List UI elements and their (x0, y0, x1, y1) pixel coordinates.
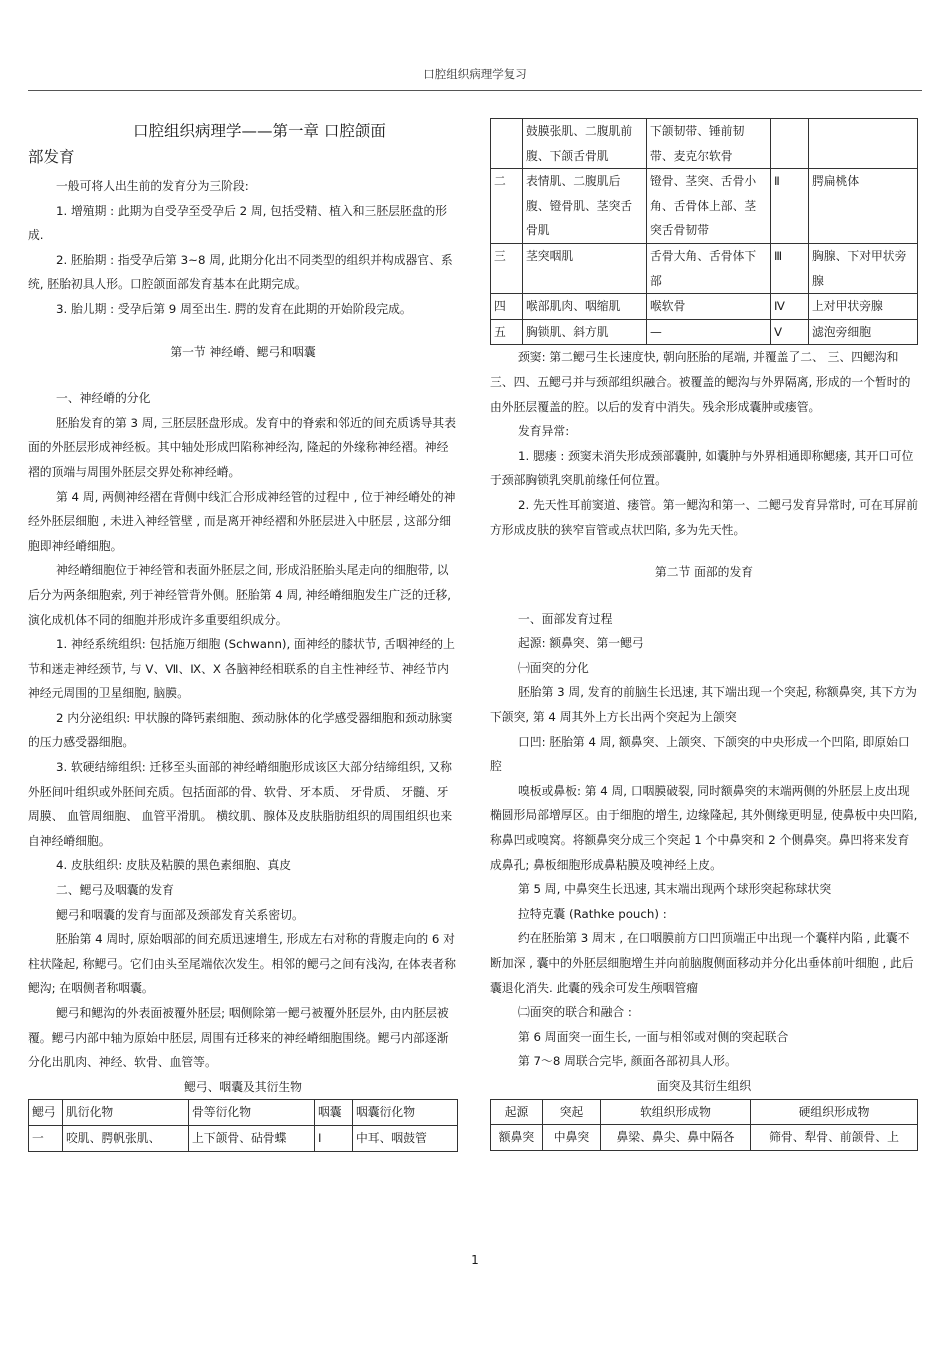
table-cell: 四 (491, 294, 523, 320)
table-row (491, 169, 918, 244)
body-paragraph: 口凹: 胚胎第 4 周, 额鼻突、上颌突、下颌突的中央形成一个凹陷, 即原始口腔 (490, 734, 910, 774)
table-header-row (491, 1099, 918, 1125)
table-cell: 腭扁桃体 (809, 169, 918, 244)
table-cell: 舌骨大角、舌骨体下部 (647, 243, 771, 293)
table-cell: Ⅳ (771, 294, 809, 320)
table-cell: V (771, 319, 809, 345)
body-paragraph: 1. 神经系统组织: 包括施万细胞 (Schwann), 面神经的膝状节, 舌咽神经的上节和迷走神经颈节, 与 V、Ⅶ、Ⅸ、X 各脑神经相联系的自主性神经节、神经节内神经元周围的卫星细胞, 脑膜。 (28, 637, 455, 701)
table-header-cell: 骨等衍化物 (189, 1100, 315, 1126)
table-cell: 胸腺、下对甲状旁腺 (809, 243, 918, 293)
table-cell: 茎突咽肌 (523, 243, 647, 293)
table-cell: 喉软骨 (647, 294, 771, 320)
branchial-arch-table (28, 1099, 458, 1151)
table-row (491, 1125, 918, 1151)
table-cell: 五 (491, 319, 523, 345)
body-paragraph: 神经嵴细胞位于神经管和表面外胚层之间, 形成沿胚胎头尾走向的细胞带, 以后分为两条细胞索, 列于神经管背外侧。胚胎第 4 周, 神经嵴细胞发生广泛的迁移, 演化成机体不同的细胞并形成许多重要组织成分。 (28, 563, 452, 627)
body-paragraph: 嗅板或鼻板: 第 4 周, 口咽膜破裂, 同时额鼻突的末端两侧的外胚层上皮出现椭圆形局部增厚区。由于细胞的增生, 边缘隆起, 其外侧缘更明显, 使鼻板中央凹陷, 称鼻凹或嗅窝。将额鼻突分成三个突起 1 个中鼻突和 2 个侧鼻突。鼻凹将来发育成鼻孔; 鼻板细胞形成鼻粘膜及嗅神经上皮。 (490, 783, 918, 872)
table-cell: 中鼻突 (543, 1125, 601, 1151)
table-cell (491, 119, 523, 169)
right-column (490, 118, 918, 1151)
table-header-cell: 软组织形成物 (601, 1099, 751, 1125)
body-paragraph: 鳃弓和咽囊的发育与面部及颈部发育关系密切。 (56, 907, 304, 922)
table-row (491, 294, 918, 320)
page-number: 1 (471, 1253, 479, 1267)
table-cell: 中耳、咽鼓管 (353, 1125, 458, 1151)
body-paragraph: 胚胎第 4 周时, 原始咽部的间充质迅速增生, 形成左右对称的背腹走向的 6 对柱状隆起, 称鳃弓。它们由头至尾端依次发生。相邻的鳃弓之间有浅沟, 在体表者称鳃沟; 在咽侧者称咽囊。 (28, 932, 456, 996)
table-cell: 筛骨、犁骨、前颌骨、上 (751, 1125, 918, 1151)
left-column (28, 118, 458, 1152)
body-paragraph: 第 4 周, 两侧神经褶在背侧中线汇合形成神经管的过程中 , 位于神经嵴处的神经外胚层细胞 , 未进入神经管壁 , 而是离开神经褶和外胚层进入中胚层 , 这部分细胞即神经嵴细胞。 (28, 489, 456, 553)
table-header-cell: 肌衍化物 (63, 1100, 189, 1126)
chapter-title (28, 118, 458, 170)
table-header-cell: 咽囊 (315, 1100, 353, 1126)
table-caption: 面突及其衍生组织 (656, 1078, 752, 1093)
table-header-cell: 咽囊衍化物 (353, 1100, 458, 1126)
chapter-title-line1: 口腔组织病理学——第一章 口腔颌面 (133, 122, 386, 140)
table-cell: 镫骨、茎突、舌骨小角、舌骨体上部、茎突舌骨韧带 (647, 169, 771, 244)
table-cell: 下颌韧带、锤前韧带、麦克尔软骨 (647, 119, 771, 169)
table-row (29, 1125, 458, 1151)
table-cell: 三 (491, 243, 523, 293)
table-cell: 喉部肌肉、咽缩肌 (523, 294, 647, 320)
table-cell: 二 (491, 169, 523, 244)
body-paragraph: 胚胎第 3 周, 发育的前脑生长迅速, 其下端出现一个突起, 称额鼻突, 其下方为下颌突, 第 4 周其外上方长出两个突起为上颌突 (490, 685, 917, 725)
table-header-cell: 鳃弓 (29, 1100, 63, 1126)
table-cell: 鼻梁、鼻尖、鼻中隔各 (601, 1125, 751, 1151)
table-cell: Ⅱ (771, 169, 809, 244)
running-header: 口腔组织病理学复习 (423, 67, 527, 81)
table-cell: 胸锁肌、斜方肌 (523, 319, 647, 345)
body-paragraph: 1. 腮瘘 : 颈窦未消失形成颈部囊肿, 如囊肿与外界相通即称鳃瘘, 其开口可位于颈部胸锁乳突肌前缘任何位置。 (490, 448, 914, 488)
table-row (491, 119, 918, 169)
table-caption: 鳃弓、咽囊及其衍生物 (184, 1079, 302, 1094)
table-row (491, 319, 918, 345)
table-header-cell: 突起 (543, 1099, 601, 1125)
table-cell (809, 119, 918, 169)
stage-paragraph: 3. 胎儿期 : 受孕后第 9 周至出生. 腭的发育在此期的开始阶段完成。 (56, 301, 412, 316)
table-cell: — (647, 319, 771, 345)
table-cell: 额鼻突 (491, 1125, 543, 1151)
table-row (491, 243, 918, 293)
table-cell: 表情肌、二腹肌后腹、镫骨肌、茎突舌骨肌 (523, 169, 647, 244)
body-paragraph: 2. 先天性耳前窦道、瘘管。第一鳃沟和第一、二鳃弓发育异常时, 可在耳屏前方形成皮肤的狭窄盲管或点状凹陷, 多为先天性。 (490, 497, 919, 537)
stage-paragraph: 2. 胚胎期 : 指受孕后第 3~8 周, 此期分化出不同类型的组织并构成器官、系统, 胚胎初具人形。口腔颌面部发育基本在此期完成。 (28, 252, 453, 292)
body-paragraph: 2 内分泌组织: 甲状腺的降钙素细胞、颈动脉体的化学感受器细胞和颈动脉窦的压力感受器细胞。 (28, 710, 453, 750)
table-cell: Ⅲ (771, 243, 809, 293)
body-paragraph: 第 7～8 周联合完毕, 颜面各部初具人形。 (518, 1054, 737, 1069)
table-cell: 上对甲状旁腺 (809, 294, 918, 320)
table-cell: 鼓膜张肌、二腹肌前腹、下颌舌骨肌 (523, 119, 647, 169)
body-paragraph: 拉特克囊 (Rathke pouch) : (518, 906, 667, 921)
section-heading: 第二节 面部的发育 (654, 565, 754, 580)
body-paragraph: 第 6 周面突一面生长, 一面与相邻或对侧的突起联合 (518, 1029, 789, 1044)
section-heading: 第一节 神经嵴、鳃弓和咽囊 (170, 344, 316, 359)
subheading: 二、鳃弓及咽囊的发育 (56, 883, 174, 898)
table-cell: 咬肌、腭帆张肌、 (63, 1125, 189, 1151)
table-header-row (29, 1100, 458, 1126)
body-paragraph: 颈窦: 第二鳃弓生长速度快, 朝向胚胎的尾端, 并覆盖了二、 三、四鳃沟和三、四、五鳃弓并与颈部组织融合。被覆盖的鳃沟与外界隔离, 形成的一个暂时的由外胚层覆盖的腔。以后的发育中消失。残余形成囊肿或瘘管。 (490, 350, 911, 414)
body-paragraph: 4. 皮肤组织: 皮肤及粘膜的黑色素细胞、真皮 (56, 858, 292, 873)
stage-paragraph: 1. 增殖期 : 此期为自受孕至受孕后 2 周, 包括受精、植入和三胚层胚盘的形成. (28, 203, 448, 243)
intro-paragraph: 一般可将人出生前的发育分为三阶段: (56, 179, 249, 193)
table-header-cell: 硬组织形成物 (751, 1099, 918, 1125)
body-paragraph: 起源: 额鼻突、第一鳃弓 (518, 636, 644, 651)
body-paragraph: 鳃弓和鳃沟的外表面被覆外胚层; 咽侧除第一鳃弓被覆外胚层外, 由内胚层被覆。鳃弓内部中轴为原始中胚层, 周围有迁移来的神经嵴细胞围绕。鳃弓内部逐渐分化出肌肉、神经、软骨、血管等。 (28, 1006, 449, 1070)
table-cell: I (315, 1125, 353, 1151)
body-paragraph: 3. 软硬结缔组织: 迁移至头面部的神经嵴细胞形成该区大部分结缔组织, 又称外胚间叶组织或外胚间充质。包括面部的骨、软骨、牙本质、 牙骨质、 牙髓、牙周膜、 血管周细胞、 血管平滑肌。 横纹肌、腺体及皮肤脂肪组织的周围组织也来自神经嵴细胞。 (28, 760, 453, 848)
branchial-arch-table-continued (490, 118, 918, 345)
table-header-cell: 起源 (491, 1099, 543, 1125)
header-rule (28, 90, 922, 91)
chapter-title-line2: 部发育 (28, 148, 75, 166)
table-cell: 滤泡旁细胞 (809, 319, 918, 345)
subheading: ㈠面突的分化 (518, 660, 589, 675)
subheading: ㈡面突的联合和融合 : (518, 1005, 632, 1020)
body-paragraph: 第 5 周, 中鼻突生长迅速, 其末端出现两个球形突起称球状突 (518, 882, 832, 897)
subheading: 一、神经嵴的分化 (56, 391, 151, 406)
table-cell: 上下颌骨、砧骨蝶 (189, 1125, 315, 1151)
body-paragraph: 胚胎发育的第 3 周, 三胚层胚盘形成。发育中的脊索和邻近的间充质诱导其表面的外胚层形成神经板。其中轴处形成凹陷称神经沟, 隆起的外缘称神经褶。神经褶的顶端与周围外胚层交界处称神经嵴。 (28, 415, 457, 479)
facial-process-table (490, 1099, 918, 1151)
table-cell (771, 119, 809, 169)
body-paragraph: 约在胚胎第 3 周末 , 在口咽膜前方口凹顶端正中出现一个囊样内陷 , 此囊不断加深 , 囊中的外胚层细胞增生并向前脑腹侧面移动并分化出垂体前叶细胞 , 此后囊退化消失. 此囊的残余可发生颅咽管瘤 (490, 931, 914, 995)
subheading: 发育异常: (518, 424, 570, 439)
subheading: 一、面部发育过程 (518, 611, 613, 626)
table-cell: 一 (29, 1125, 63, 1151)
